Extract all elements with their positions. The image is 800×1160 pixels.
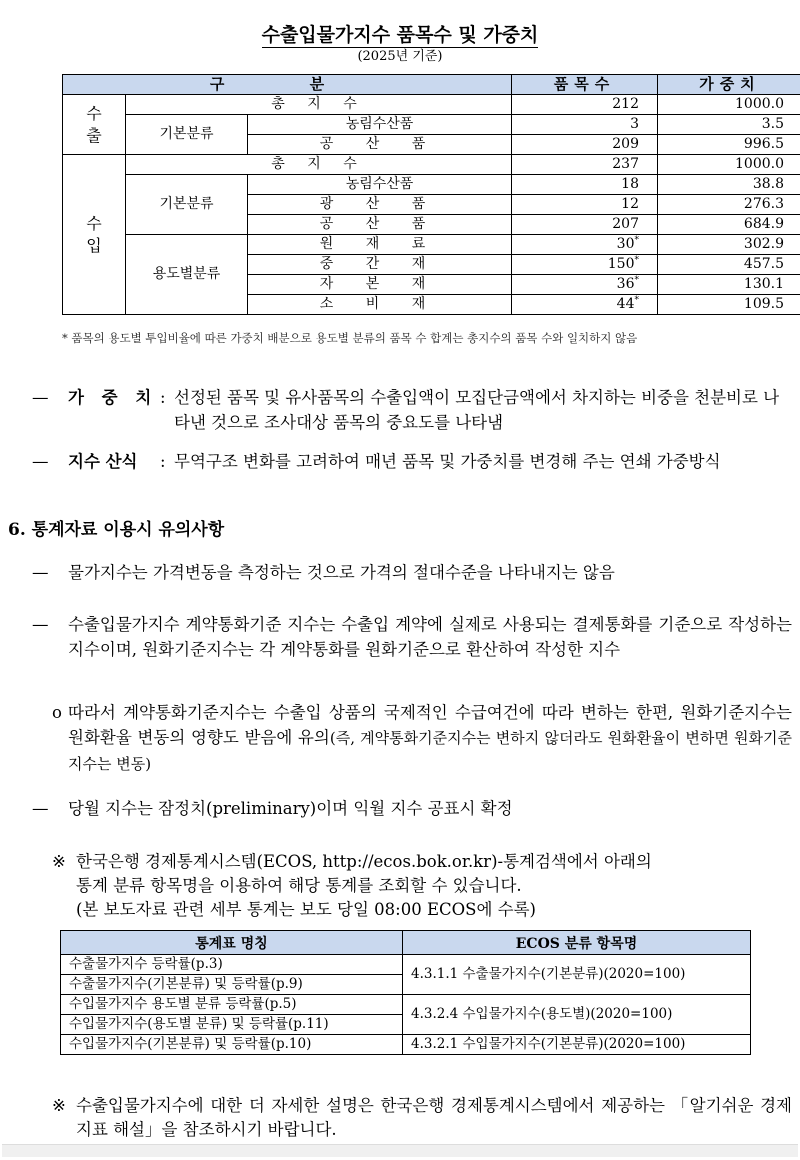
definition-weight [32, 385, 792, 435]
weight-cell: 302.9 [658, 235, 800, 255]
table-name-cell: 수출물가지수 등락률(p.3) [61, 955, 403, 975]
ecos-table [60, 930, 751, 1055]
reference-line-2: 통계 분류 항목명을 이용하여 해당 통계를 조회할 수 있습니다. [76, 876, 522, 895]
ecos-reference-note [52, 850, 782, 922]
reference-line-3: (본 보도자료 관련 세부 통계는 보도 당일 08:00 ECOS에 수록) [76, 900, 536, 919]
count-cell: 36* [512, 275, 658, 295]
header-ecos-item: ECOS 분류 항목명 [403, 931, 751, 955]
table-row [61, 955, 751, 975]
dash-marker: — [32, 563, 49, 582]
table-row [63, 235, 800, 255]
final-note [52, 1094, 792, 1142]
weight-cell: 109.5 [658, 295, 800, 315]
definition-text: 무역구조 변화를 고려하여 매년 품목 및 가중치를 변경해 주는 연쇄 가중방식 [174, 452, 721, 471]
table-name-cell: 수입물가지수(용도별 분류) 및 등락률(p.11) [61, 1015, 403, 1035]
sub-note [52, 700, 792, 777]
weight-cell: 1000.0 [658, 155, 800, 175]
weights-table [62, 74, 800, 315]
dash-marker: — [32, 452, 49, 471]
count-cell: 150* [512, 255, 658, 275]
dash-marker: — [32, 388, 49, 407]
weight-cell: 684.9 [658, 215, 800, 235]
ecos-item-cell: 4.3.2.4 수입물가지수(용도별)(2020=100) [403, 995, 751, 1035]
note-item [32, 796, 792, 821]
note-text: 당월 지수는 잠정치(preliminary)이며 익월 지수 공표시 확정 [68, 799, 513, 818]
row-label: 소 비 재 [248, 295, 512, 315]
table-name-cell: 수출물가지수(기본분류) 및 등락률(p.9) [61, 975, 403, 995]
weight-cell: 457.5 [658, 255, 800, 275]
weight-cell: 38.8 [658, 175, 800, 195]
row-label: 농림수산품 [248, 175, 512, 195]
weight-cell: 996.5 [658, 135, 800, 155]
ecos-item-cell: 4.3.2.1 수입물가지수(기본분류)(2020=100) [403, 1035, 751, 1055]
ecos-item-cell: 4.3.1.1 수출물가지수(기본분류)(2020=100) [403, 955, 751, 995]
reference-mark: ※ [52, 852, 66, 871]
definition-colon: : [160, 452, 166, 471]
section-heading: 6. 통계자료 이용시 유의사항 [8, 520, 225, 540]
row-label: 중 간 재 [248, 255, 512, 275]
weight-cell: 3.5 [658, 115, 800, 135]
dash-marker: — [32, 615, 49, 634]
count-cell: 3 [512, 115, 658, 135]
row-label: 공 산 품 [248, 215, 512, 235]
import-label: 수 입 [63, 155, 126, 315]
table-row [61, 1035, 751, 1055]
row-label: 광 산 품 [248, 195, 512, 215]
weight-cell: 276.3 [658, 195, 800, 215]
weight-cell: 130.1 [658, 275, 800, 295]
table-row [63, 175, 800, 195]
table-name-cell: 수입물가지수 용도별 분류 등락률(p.5) [61, 995, 403, 1015]
table-footnote: * 품목의 용도별 투입비율에 따른 가중치 배분으로 용도별 분류의 품목 수 합계는 총지수의 품목 수와 일치하지 않음 [62, 331, 638, 345]
row-label: 자 본 재 [248, 275, 512, 295]
row-label: 총 지 수 [126, 155, 512, 175]
table-row [63, 95, 800, 115]
definition-text: 선정된 품목 및 유사품목의 수출입액이 모집단금액에서 차지하는 비중을 천분비로 나타낸 것으로 조사대상 품목의 중요도를 나타냄 [174, 388, 780, 432]
dash-marker: — [32, 799, 49, 818]
note-text: 수출입물가지수 계약통화기준 지수는 수출입 계약에 실제로 사용되는 결제통화를 기준으로 작성하는 지수이며, 원화기준지수는 각 계약통화를 원화기준으로 환산하여 작성한 지수 [68, 615, 792, 659]
weight-cell: 1000.0 [658, 95, 800, 115]
definition-formula [32, 449, 792, 474]
table-row [61, 995, 751, 1015]
table-name-cell: 수입물가지수(기본분류) 및 등락률(p.10) [61, 1035, 403, 1055]
count-cell: 12 [512, 195, 658, 215]
row-label: 원 재 료 [248, 235, 512, 255]
definition-label: 가 중 치 [68, 388, 158, 407]
horizontal-scrollbar[interactable] [2, 1144, 798, 1157]
document-title: 수출입물가지수 품목수 및 가중치 [261, 24, 539, 46]
table-header-row [63, 75, 800, 95]
header-category: 구 분 [63, 75, 512, 95]
note-item [32, 560, 792, 585]
count-cell: 44* [512, 295, 658, 315]
header-weight: 가중치 [658, 75, 800, 95]
export-label: 수출 [63, 95, 126, 155]
final-note-text: 수출입물가지수에 대한 더 자세한 설명은 한국은행 경제통계시스템에서 제공하는 「알기쉬운 경제지표 해설」을 참조하시기 바랍니다. [76, 1096, 792, 1139]
group-label: 기본분류 [126, 175, 248, 235]
bullet-marker: o [52, 703, 62, 722]
document-subtitle: (2025년 기준) [357, 49, 443, 64]
reference-line-1: 한국은행 경제통계시스템(ECOS, http://ecos.bok.or.kr)-통계검색에서 아래의 [76, 852, 652, 871]
count-cell: 18 [512, 175, 658, 195]
table-row [63, 115, 800, 135]
table-header-row [61, 931, 751, 955]
row-label: 농림수산품 [248, 115, 512, 135]
sub-note-text: 따라서 계약통화기준지수는 수출입 상품의 국제적인 수급여건에 따라 변하는 한편, 원화기준지수는 원화환율 변동의 영향도 받음에 유의(즉, 계약통화기준지수는 변하지 않더라도 원화환율이 변하면 원화기준지수는 변동) [68, 703, 792, 773]
row-label: 총 지 수 [126, 95, 512, 115]
count-cell: 30* [512, 235, 658, 255]
group-label: 기본분류 [126, 115, 248, 155]
note-text: 물가지수는 가격변동을 측정하는 것으로 가격의 절대수준을 나타내지는 않음 [68, 563, 615, 582]
count-cell: 212 [512, 95, 658, 115]
reference-mark: ※ [52, 1096, 66, 1115]
count-cell: 237 [512, 155, 658, 175]
header-count: 품목수 [512, 75, 658, 95]
header-table-name: 통계표 명칭 [61, 931, 403, 955]
table-row [63, 155, 800, 175]
definition-label: 지수 산식 [68, 452, 138, 471]
count-cell: 209 [512, 135, 658, 155]
row-label: 공 산 품 [248, 135, 512, 155]
count-cell: 207 [512, 215, 658, 235]
note-item [32, 612, 792, 662]
group-label: 용도별분류 [126, 235, 248, 315]
definition-colon: : [160, 388, 166, 407]
